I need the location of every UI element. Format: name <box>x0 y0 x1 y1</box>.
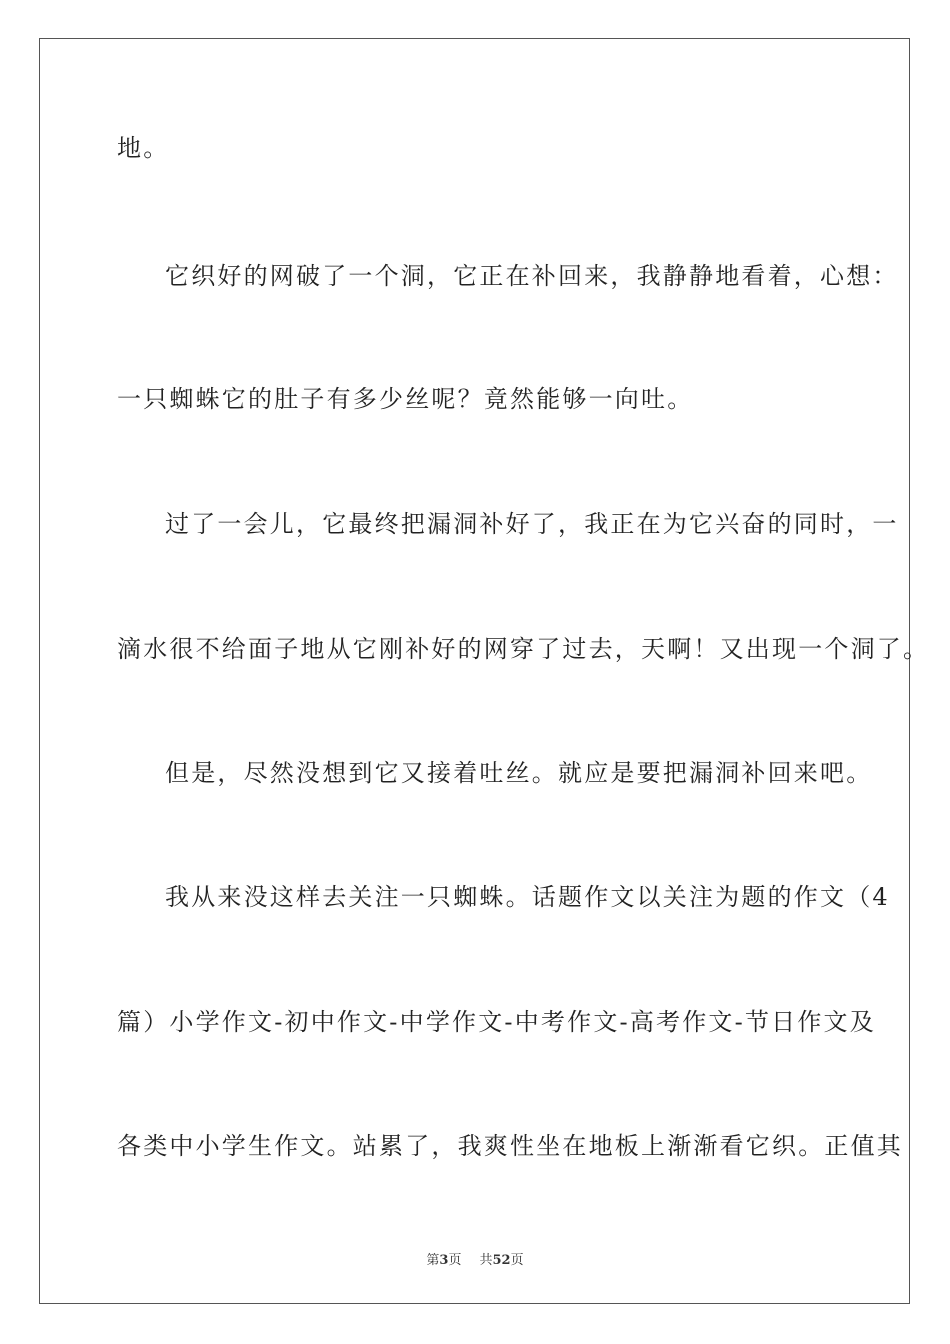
text-line-5: 滴水很不给面子地从它刚补好的网穿了过去，天啊！又出现一个洞了。 <box>117 635 930 663</box>
text-line-1: 地。 <box>117 134 170 162</box>
page-prefix: 第 <box>426 1253 440 1268</box>
text-line-4: 过了一会儿，它最终把漏洞补好了，我正在为它兴奋的同时，一 <box>165 510 899 538</box>
page-number: 3 <box>439 1253 449 1268</box>
text-line-9: 各类中小学生作文。站累了，我爽性坐在地板上渐渐看它织。正值其 <box>117 1132 903 1160</box>
total-prefix: 共 <box>479 1253 493 1268</box>
text-line-3: 一只蜘蛛它的肚子有多少丝呢？竟然能够一向吐。 <box>117 385 694 413</box>
text-line-7: 我从来没这样去关注一只蜘蛛。话题作文以关注为题的作文（4 <box>165 883 890 911</box>
page-border <box>39 38 910 1304</box>
total-pages: 52 <box>492 1253 511 1268</box>
text-line-6: 但是，尽然没想到它又接着吐丝。就应是要把漏洞补回来吧。 <box>165 759 873 787</box>
text-line-2: 它织好的网破了一个洞，它正在补回来，我静静地看着，心想： <box>165 262 899 290</box>
text-line-8: 篇）小学作文-初中作文-中学作文-中考作文-高考作文-节日作文及 <box>117 1008 876 1036</box>
total-suffix: 页 <box>510 1253 524 1268</box>
page-footer <box>0 1249 950 1268</box>
page-suffix: 页 <box>448 1253 462 1268</box>
